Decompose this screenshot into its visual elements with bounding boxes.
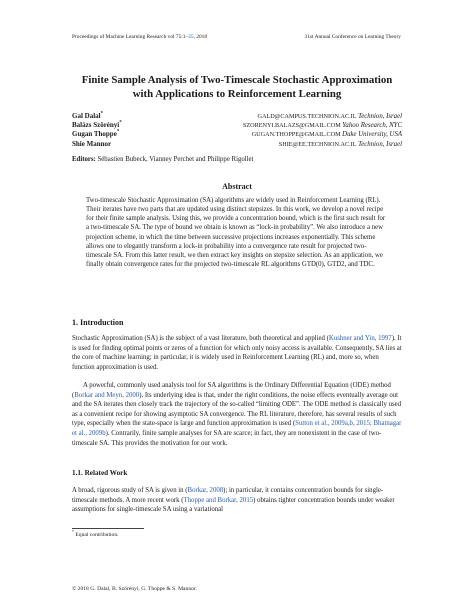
editors-names: Sébastien Bubeck, Vianney Perchet and Philippe Rigollet	[95, 156, 254, 163]
author-name: Gugan Thoppe*	[72, 130, 120, 139]
author-affiliation	[279, 140, 402, 149]
editors-label: Editors:	[72, 156, 96, 163]
author-institution: Technion, Israel	[358, 140, 402, 148]
citation-link[interactable]: Sutton et al., 2009a,b, 2015; Bhatnagar et al., 2009b	[72, 420, 402, 437]
author-affiliation	[243, 121, 402, 130]
author-institution: Yahoo Research, NYC	[342, 122, 402, 130]
author-name: Gal Dalal*	[72, 111, 104, 120]
author-block	[72, 112, 402, 149]
author-email: SHIE@EE.TECHNION.AC.IL	[278, 140, 357, 148]
author-name: Shie Mannor	[72, 139, 112, 148]
author-institution: Duke University, USA	[342, 131, 402, 139]
author-row	[72, 121, 402, 130]
related-work-paragraph: A broad, rigorous study of SA is given in (Borkar, 2008); in particular, it contains concentration bounds for single-timescale methods. A more recent work (Thoppe and Borkar, 2015) obtains tighter concentration bounds under weaker assumptions for single-timescale SA using a variational	[72, 487, 395, 514]
intro-paragraph-2: A powerful, commonly used analysis tool for SA algorithms is the Ordinary Differential Equation (ODE) method (Borkar and Meyn, 2000). Its underlying idea is that, under the right conditions, the noise effects eventually average out and the SA iterates then closely track the trajectory of the so-called “limiting ODE”. The ODE method is classically used as a convenient recipe for showing asymptotic SA convergence. The RL literature, therefore, has several results of such type, especially when the state-space is large and function approximation is used (Sutton et al., 2009a,b, 2015; Bhatnagar et al., 2009b). Contrarily, finite sample analyses for SA are scarce; in fact, they are nonexistent in the case of two-timescale SA. This provides the motivation for our work.	[72, 382, 402, 447]
paper-title	[50, 74, 424, 101]
running-header-right: 31st Annual Conference on Learning Theory	[304, 34, 401, 40]
title-line-2: with Applications to Reinforcement Learning	[132, 87, 342, 100]
author-affiliation	[252, 130, 402, 139]
author-row	[72, 140, 402, 149]
citation-link[interactable]: Borkar, 2008	[187, 487, 224, 494]
page-range-link[interactable]: 35	[188, 34, 194, 40]
footnote-rule	[72, 528, 144, 529]
title-line-1: Finite Sample Analysis of Two-Timescale Stochastic Approximation	[81, 74, 393, 86]
author-email: SZORENYI.BALAZS@GMAIL.COM	[242, 122, 341, 130]
footnote: * Equal contribution.	[72, 530, 119, 538]
editors-line	[72, 156, 253, 163]
section-heading-introduction: 1. Introduction	[72, 318, 124, 327]
author-email: GUGAN.THOPPE@GMAIL.COM	[251, 131, 341, 139]
author-row	[72, 130, 402, 139]
author-email: GALD@CAMPUS.TECHNION.AC.IL	[257, 113, 357, 120]
abstract-text: Two-timescale Stochastic Approximation (SA) algorithms are widely used in Reinforcement Learning (RL). Their iterates have two parts that are updated using distinct stepsizes. In this work, we develop a novel recipe for their finite sample analysis. Using this, we provide a concentration bound, which is the first such result for a two-timescale SA. The type of bound we obtain is known as “lock-in probability”. We also introduce a new projection scheme, in which the time between successive projections increases exponentially. This scheme allows one to elegantly transform a lock-in probability into a convergence rate result for projected two-timescale SA. From this latter result, we then extract key insights on stepsize selection. As an application, we finally obtain convergence rates for the projected two-timescale RL algorithms GTD(0), GTD2, and TDC.	[86, 197, 386, 269]
citation-link[interactable]: Kushner and Yin, 1997	[328, 335, 392, 342]
author-row	[72, 112, 402, 121]
citation-link[interactable]: Borkar and Meyn, 2000	[74, 391, 140, 399]
author-affiliation	[257, 112, 402, 121]
abstract-heading: Abstract	[222, 182, 252, 191]
subsection-heading-related-work: 1.1. Related Work	[72, 469, 128, 477]
author-name: Balázs Szörényi*	[72, 120, 122, 130]
copyright-notice: © 2018 G. Dalal, B. Szörényi, G. Thoppe & S. Mannor.	[72, 586, 197, 592]
author-institution: Technion, Israel	[358, 113, 402, 120]
citation-link[interactable]: Thoppe and Borkar, 2015	[183, 496, 254, 504]
intro-paragraph-1: Stochastic Approximation (SA) is the subject of a vast literature, both theoretical and applied (Kushner and Yin, 1997). It is used for finding optimal points or zeros of a function for which only noisy access is available. Consequently, SA lies at the core of machine learning; in particular, it is widely used in Reinforcement Learning (RL) and, more so, when function approximation is used.	[72, 335, 402, 371]
running-header-left: Proceedings of Machine Learning Research vol 75:1–35, 2018	[72, 34, 208, 40]
